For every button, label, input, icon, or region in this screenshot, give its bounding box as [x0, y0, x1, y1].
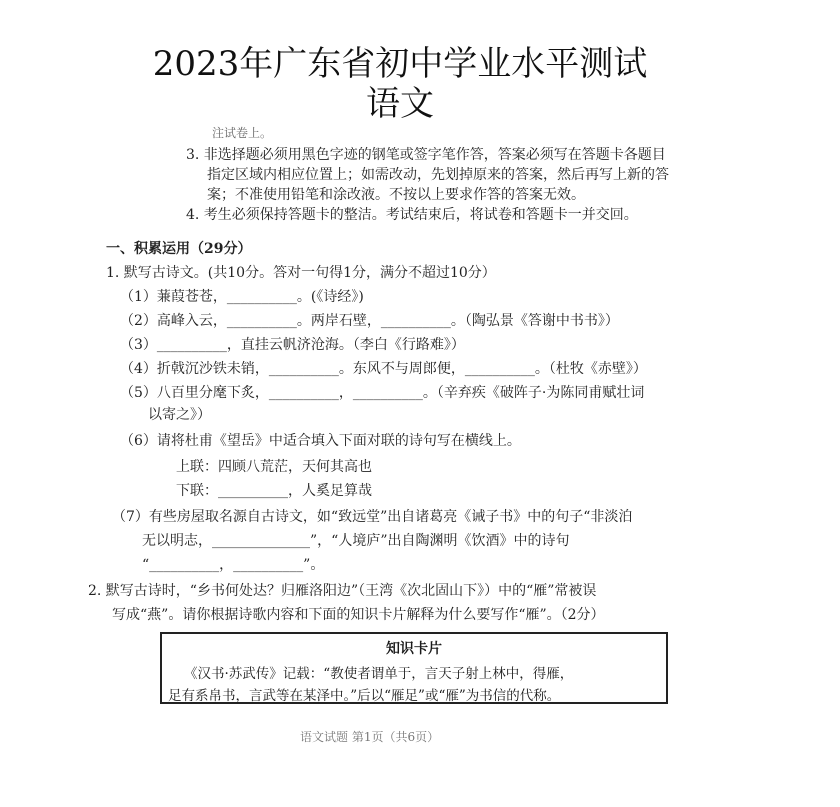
knowledge-card-title: 知识卡片: [386, 641, 442, 657]
page-footer: 语文试题 第1页（共6页）: [300, 730, 440, 744]
question-1-sub-7-line3: “__________，__________”。: [142, 557, 325, 573]
question-1-stem: 1. 默写古诗文。(共10分。答对一句得1分，满分不超过10分）: [106, 265, 496, 281]
question-1-sub-6-lower: 下联：__________，人奚足算哉: [176, 483, 372, 499]
question-2-line2: 写成“燕”。请你根据诗歌内容和下面的知识卡片解释为什么要写作“雁”。（2分）: [112, 607, 605, 623]
instruction-item-4: 4. 考生必须保持答题卡的整洁。考试结束后，将试卷和答题卡一并交回。: [186, 207, 638, 223]
exam-title: 2023年广东省初中学业水平测试: [152, 44, 648, 84]
question-1-sub-1: （1）蒹葭苍苍，__________。(《诗经》): [120, 289, 364, 305]
question-1-sub-7-line2: 无以明志，______________”，“人境庐”出自陶渊明《饮酒》中的诗句: [142, 533, 570, 549]
question-1-sub-4: （4）折戟沉沙铁未销，__________。东风不与周郎便，__________。（杜牧《赤壁》）: [120, 361, 647, 377]
question-1-sub-6-upper: 上联：四顾八荒茫，天何其高也: [176, 459, 372, 475]
knowledge-card-line1: 《汉书·苏武传》记载：“教使者谓单于，言天子射上林中，得雁，: [184, 666, 574, 682]
knowledge-card-line2: 足有系帛书，言武等在某泽中。”后以“雁足”或“雁”为书信的代称。: [168, 688, 561, 704]
question-1-sub-6-stem: （6）请将杜甫《望岳》中适合填入下面对联的诗句写在横线上。: [120, 433, 521, 449]
question-1-sub-7-line1: （7）有些房屋取名源自古诗文，如“致远堂”出自诸葛亮《诫子书》中的句子“非淡泊: [112, 509, 633, 525]
instruction-item-3-line1: 3. 非选择题必须用黑色字迹的钢笔或签字笔作答，答案必须写在答题卡各题目: [186, 147, 666, 163]
instruction-item-3-line3: 案；不准使用铅笔和涂改液。不按以上要求作答的答案无效。: [207, 187, 585, 203]
question-1-sub-5-line1: （5）八百里分麾下炙，__________，__________。（辛弃疾《破阵子·为陈同甫赋壮词: [120, 385, 645, 401]
knowledge-card: [160, 632, 668, 704]
question-1-sub-5-line2: 以寄之》）: [148, 407, 211, 423]
exam-subject: 语文: [366, 84, 434, 124]
instruction-item-2-tail: 注试卷上。: [212, 126, 273, 140]
section-heading: 一、积累运用（29分）: [106, 241, 252, 257]
question-1-sub-2: （2）高峰入云，__________。两岸石壁，__________。（陶弘景《答谢中书书》）: [120, 313, 619, 329]
question-2-line1: 2. 默写古诗时，“乡书何处达？归雁洛阳边”（王湾《次北固山下》）中的“雁”常被误: [88, 583, 597, 599]
instruction-item-3-line2: 指定区域内相应位置上；如需改动，先划掉原来的答案，然后再写上新的答: [207, 167, 669, 183]
question-1-sub-3: （3）__________，直挂云帆济沧海。（李白《行路难》）: [120, 337, 465, 353]
